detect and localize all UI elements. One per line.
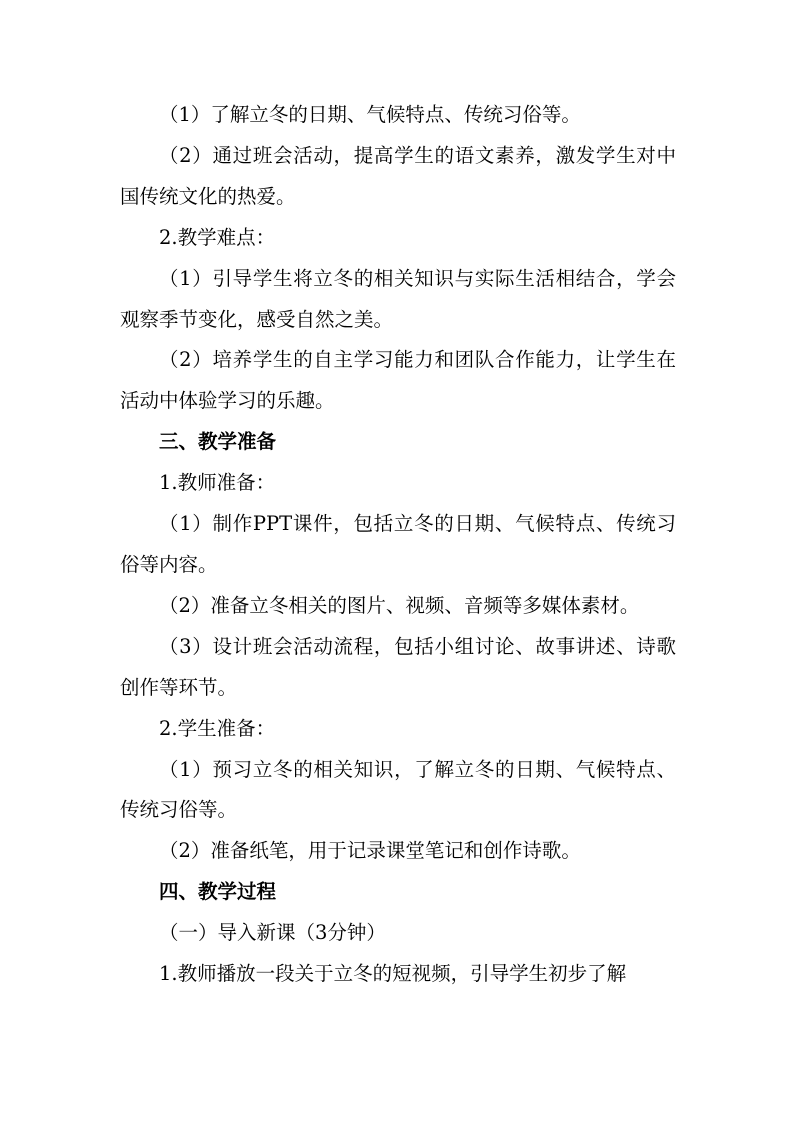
subheading-introduction: （一）导入新课（3分钟） [159,921,386,945]
paragraph-student-prep-2: （2）准备纸笔，用于记录课堂笔记和创作诗歌。 [159,839,581,863]
paragraph-teacher-prep-3: （3）设计班会活动流程，包括小组讨论、故事讲述、诗歌创作等环节。 [120,634,676,699]
section-heading-teaching-process: 四、教学过程 [159,880,277,904]
paragraph-objective-1: （1）了解立冬的日期、气候特点、传统习俗等。 [159,103,581,126]
paragraph-teacher-prep-2: （2）准备立冬相关的图片、视频、音频等多媒体素材。 [159,593,640,617]
paragraph-objective-2: （2）通过班会活动，提高学生的语文素养，激发学生对中国传统文化的热爱。 [120,143,676,208]
paragraph-introduction-1: 1.教师播放一段关于立冬的短视频，引导学生初步了解 [159,962,627,986]
paragraph-difficulty-2: （2）培养学生的自主学习能力和团队合作能力，让学生在活动中体验学习的乐趣。 [120,348,676,413]
subheading-student-preparation: 2.学生准备： [159,716,276,740]
paragraph-student-prep-1: （1）预习立冬的相关知识，了解立冬的日期、气候特点、传统习俗等。 [120,757,676,822]
paragraph-difficulty-1: （1）引导学生将立冬的相关知识与实际生活相结合，学会观察季节变化，感受自然之美。 [120,266,676,331]
section-heading-teaching-preparation: 三、教学准备 [159,430,277,454]
document-page [120,95,676,995]
subheading-teacher-preparation: 1.教师准备： [159,471,276,495]
subheading-teaching-difficulties: 2.教学难点： [159,225,276,249]
paragraph-teacher-prep-1: （1）制作PPT课件，包括立冬的日期、气候特点、传统习俗等内容。 [120,512,676,576]
